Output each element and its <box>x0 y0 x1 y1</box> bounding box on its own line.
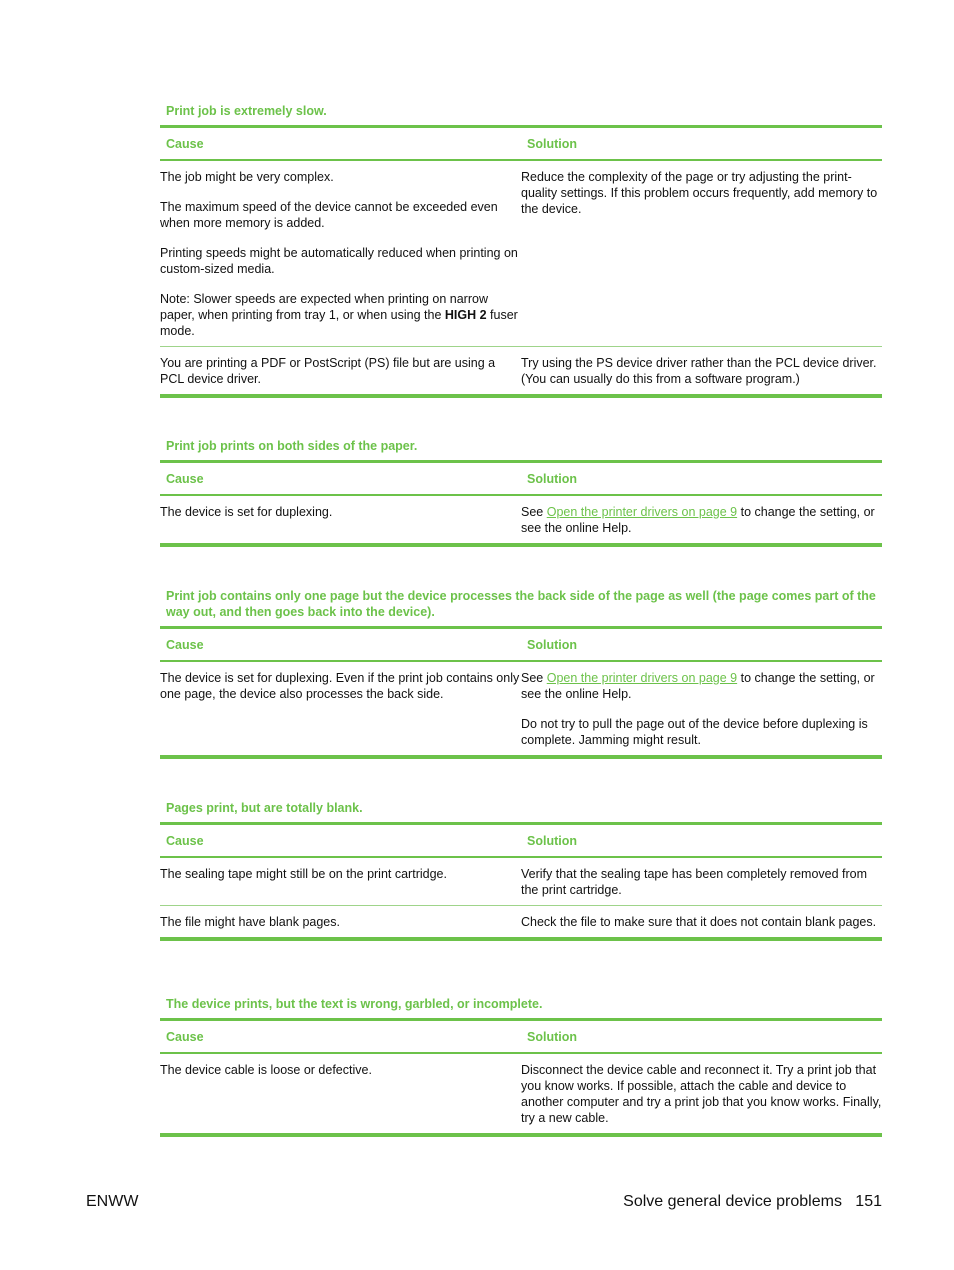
section-blank-pages <box>160 800 882 941</box>
cause-header: Cause <box>166 834 204 848</box>
solution-cell <box>521 662 882 755</box>
solution-text: Do not try to pull the page out of the device before duplexing is complete. Jamming might result. <box>521 717 868 747</box>
table-header-row <box>160 463 882 494</box>
section-title: Print job prints on both sides of the paper. <box>166 439 418 453</box>
table-bottom-rule <box>160 937 882 941</box>
cause-cell <box>160 858 521 905</box>
cause-text: The device cable is loose or defective. <box>160 1063 372 1077</box>
cause-note <box>160 291 521 339</box>
table-header-row <box>160 128 882 159</box>
cause-cell <box>160 347 521 394</box>
table-header-row <box>160 1021 882 1052</box>
solution-suffix: to change the setting, or see the online Help. <box>521 671 875 701</box>
cause-text: The device is set for duplexing. <box>160 505 333 519</box>
section-title: Print job contains only one page but the device processes the back side of the page as well (the page comes part of the way out, and then goes back into the device). <box>166 589 876 619</box>
solution-cell <box>521 496 882 543</box>
section-title: Print job is extremely slow. <box>166 104 327 118</box>
note-bold: HIGH 2 <box>444 308 487 322</box>
solution-prefix: See <box>521 505 547 519</box>
solution-header: Solution <box>527 137 577 151</box>
table-row <box>160 905 882 937</box>
table-row <box>160 1054 882 1133</box>
table-row <box>160 858 882 905</box>
table-bottom-rule <box>160 543 882 547</box>
cause-text: The job might be very complex. <box>160 170 334 184</box>
cause-text: Printing speeds might be automatically reduced when printing on custom-sized media. <box>160 246 518 276</box>
section-slow <box>160 103 882 398</box>
printer-drivers-link[interactable]: Open the printer drivers on page 9 <box>546 671 738 685</box>
table-bottom-rule <box>160 755 882 759</box>
printer-drivers-link[interactable]: Open the printer drivers on page 9 <box>546 505 738 519</box>
footer-doc-code: ENWW <box>86 1193 139 1210</box>
note-text: fuser mode. <box>160 308 518 338</box>
troubleshooting-table <box>160 125 882 398</box>
solution-cell <box>521 161 882 346</box>
cause-cell <box>160 496 521 543</box>
section-both-sides <box>160 438 882 547</box>
solution-text: Verify that the sealing tape has been completely removed from the print cartridge. <box>521 867 868 897</box>
cause-header: Cause <box>166 137 204 151</box>
solution-header: Solution <box>527 1030 577 1044</box>
table-bottom-rule <box>160 1133 882 1137</box>
cause-text: The maximum speed of the device cannot be exceeded even when more memory is added. <box>160 200 498 230</box>
table-header-row <box>160 825 882 856</box>
section-garbled-text <box>160 996 882 1137</box>
section-title: The device prints, but the text is wrong, garbled, or incomplete. <box>166 997 543 1011</box>
solution-header: Solution <box>527 834 577 848</box>
solution-text: Check the file to make sure that it does not contain blank pages. <box>521 915 877 929</box>
solution-text: Try using the PS device driver rather than the PCL device driver. (You can usually do this from a software program.) <box>521 356 877 386</box>
solution-text <box>521 504 882 536</box>
troubleshooting-table <box>160 822 882 941</box>
cause-cell <box>160 161 521 346</box>
cause-text: The device is set for duplexing. Even if the print job contains only one page, the device also processes the back side. <box>160 671 520 701</box>
solution-cell <box>521 858 882 905</box>
troubleshooting-table <box>160 626 882 759</box>
table-header-row <box>160 629 882 660</box>
solution-cell <box>521 906 882 937</box>
table-row <box>160 496 882 543</box>
troubleshooting-table <box>160 1018 882 1137</box>
solution-cell <box>521 347 882 394</box>
table-row <box>160 346 882 394</box>
solution-prefix: See <box>521 671 547 685</box>
table-row <box>160 662 882 755</box>
cause-header: Cause <box>166 472 204 486</box>
section-one-page-duplex <box>160 588 882 759</box>
note-text: Note: Slower speeds are expected when printing on narrow paper, when printing from tray 1, or when using the <box>160 292 488 322</box>
solution-text: Disconnect the device cable and reconnect it. Try a print job that you know works. If possible, attach the cable and device to another computer and try a print job that you know works. Finally, try a new cable. <box>521 1063 882 1125</box>
table-bottom-rule <box>160 394 882 398</box>
solution-text: Reduce the complexity of the page or try adjusting the print-quality settings. If this problem occurs frequently, add memory to the device. <box>521 170 878 216</box>
cause-text: The sealing tape might still be on the print cartridge. <box>160 867 447 881</box>
cause-header: Cause <box>166 638 204 652</box>
cause-header: Cause <box>166 1030 204 1044</box>
solution-cell <box>521 1054 882 1133</box>
cause-cell <box>160 1054 521 1133</box>
table-row <box>160 161 882 346</box>
solution-header: Solution <box>527 638 577 652</box>
solution-suffix: to change the setting, or see the online Help. <box>521 505 875 535</box>
footer-page-title: Solve general device problems 151 <box>623 1193 882 1210</box>
cause-cell <box>160 906 521 937</box>
troubleshooting-table <box>160 460 882 547</box>
cause-text: The file might have blank pages. <box>160 915 340 929</box>
solution-text <box>521 670 882 702</box>
cause-cell <box>160 662 521 755</box>
section-title: Pages print, but are totally blank. <box>166 801 363 815</box>
cause-text: You are printing a PDF or PostScript (PS) file but are using a PCL device driver. <box>160 356 496 386</box>
solution-header: Solution <box>527 472 577 486</box>
